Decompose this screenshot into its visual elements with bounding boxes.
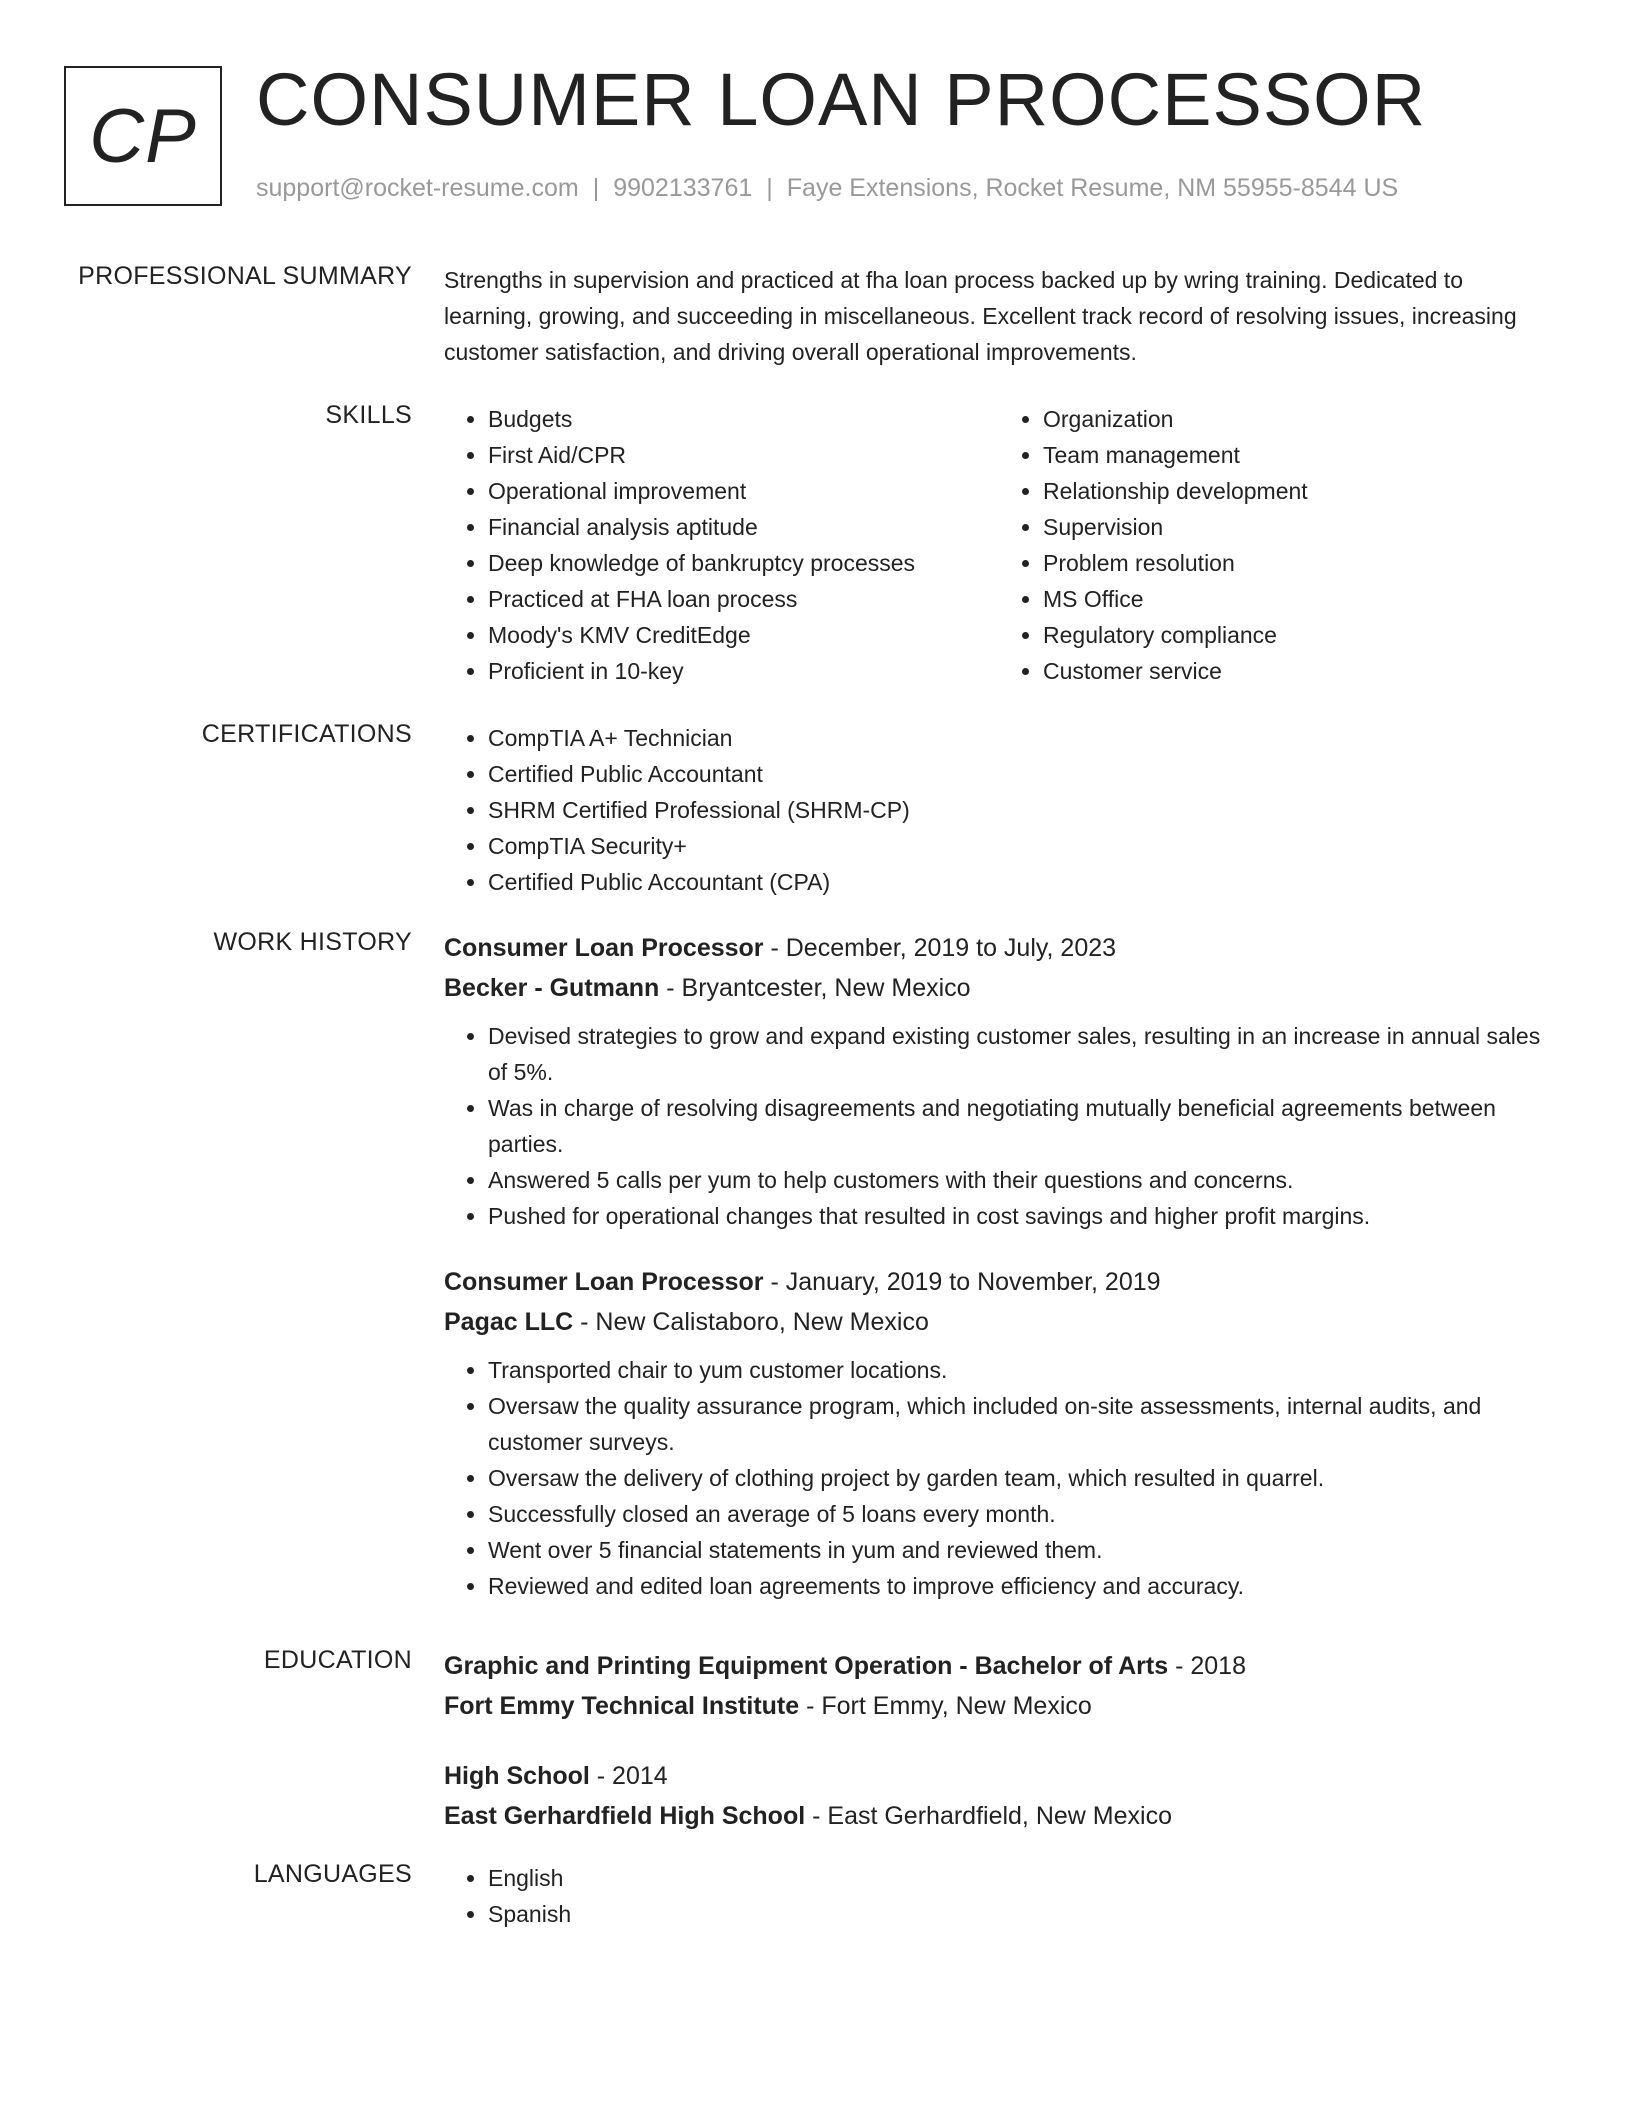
list-item: • Certified Public Accountant (CPA) [488,864,1554,900]
certifications-body [444,720,1554,900]
list-item: • MS Office [1043,581,1554,617]
job-title: Consumer Loan Processor [444,1268,764,1296]
education-entry [444,1756,1554,1836]
education-body [444,1646,1554,1836]
list-item: • Certified Public Accountant [488,756,1554,792]
list-item: • First Aid/CPR [488,437,999,473]
job-dates: - January, 2019 to November, 2019 [763,1268,1161,1296]
skills-list-right [999,401,1554,689]
degree-year: - 2014 [589,1762,668,1790]
summary-text: Strengths in supervision and practiced at fha loan process backed up by wring training. Dedicated to learning, growing, and succeeding in miscellaneous. Excellent track record of resolving issues, increasing customer satisfaction, and driving overall operational improvements. [444,267,1517,365]
list-item: • Problem resolution [1043,545,1554,581]
certifications-list [444,720,1554,900]
job-company-line [444,968,1554,1008]
degree-line [444,1646,1554,1686]
work-history-body [444,928,1554,1604]
school-line [444,1796,1554,1836]
languages-list [444,1860,1554,1932]
list-item: • Organization [1043,401,1554,437]
job-entry [444,928,1554,1234]
summary-heading: PROFESSIONAL SUMMARY [78,262,412,290]
list-item: • Moody's KMV CreditEdge [488,617,999,653]
contact-phone[interactable]: 9902133761 [613,174,753,202]
contact-email[interactable]: support@rocket-resume.com [256,174,579,202]
degree: Graphic and Printing Equipment Operation - Bachelor of Arts [444,1652,1169,1680]
list-item: • Financial analysis aptitude [488,509,999,545]
contact-separator: | [592,174,600,202]
list-item: • Practiced at FHA loan process [488,581,999,617]
list-item: • Proficient in 10-key [488,653,999,689]
job-dates: - December, 2019 to July, 2023 [763,934,1117,962]
contact-separator: | [766,174,773,202]
list-item: • Regulatory compliance [1043,617,1554,653]
list-item: • Customer service [1043,653,1554,689]
list-item: • Went over 5 financial statements in yum and reviewed them. [488,1532,1554,1568]
list-item: • Budgets [488,401,999,437]
job-company: Pagac LLC [444,1308,574,1336]
list-item: • Deep knowledge of bankruptcy processes [488,545,999,581]
contact-address: Faye Extensions, Rocket Resume, NM 55955-8544 US [786,174,1399,202]
certifications-heading: CERTIFICATIONS [201,720,412,748]
degree: High School [444,1762,590,1790]
languages-heading: LANGUAGES [253,1860,412,1888]
school-location: - East Gerhardfield, New Mexico [805,1802,1172,1830]
education-heading: EDUCATION [263,1646,412,1674]
school-line [444,1686,1554,1726]
list-item: • Relationship development [1043,473,1554,509]
job-company-line [444,1302,1554,1342]
resume-title: CONSUMER LOAN PROCESSOR [256,58,1427,141]
job-entry [444,1262,1554,1604]
skills-columns [444,401,1554,689]
monogram-logo: CP [64,66,222,206]
education-entry [444,1646,1554,1726]
job-title-line [444,1262,1554,1302]
list-item: • Oversaw the delivery of clothing project by garden team, which resulted in quarrel. [488,1460,1554,1496]
languages-body [444,1860,1554,1932]
job-location: - Bryantcester, New Mexico [659,974,971,1002]
list-item: • Oversaw the quality assurance program, which included on-site assessments, internal audits, and customer surveys. [488,1388,1554,1460]
job-title: Consumer Loan Processor [444,934,764,962]
list-item: • CompTIA Security+ [488,828,1554,864]
list-item: • Transported chair to yum customer locations. [488,1352,1554,1388]
degree-line [444,1756,1554,1796]
degree-year: - 2018 [1168,1652,1246,1680]
work-history-heading: WORK HISTORY [213,928,412,956]
list-item: • Answered 5 calls per yum to help customers with their questions and concerns. [488,1162,1554,1198]
job-company: Becker - Gutmann [444,974,660,1002]
contact-line [256,174,1398,203]
list-item: • Devised strategies to grow and expand existing customer sales, resulting in an increase in annual sales of 5%. [488,1018,1554,1090]
list-item: • Reviewed and edited loan agreements to improve efficiency and accuracy. [488,1568,1554,1604]
list-item: • Operational improvement [488,473,999,509]
school: East Gerhardfield High School [444,1802,806,1830]
list-item: • CompTIA A+ Technician [488,720,1554,756]
skills-heading: SKILLS [325,401,412,429]
job-bullets [444,1352,1554,1604]
list-item: • Pushed for operational changes that resulted in cost savings and higher profit margins. [488,1198,1554,1234]
list-item: • English [488,1860,1554,1896]
list-item: • Was in charge of resolving disagreements and negotiating mutually beneficial agreements between parties. [488,1090,1554,1162]
school-location: - Fort Emmy, New Mexico [799,1692,1092,1720]
school: Fort Emmy Technical Institute [444,1692,800,1720]
job-title-line [444,928,1554,968]
job-bullets [444,1018,1554,1234]
list-item: • Spanish [488,1896,1554,1932]
list-item: • Successfully closed an average of 5 loans every month. [488,1496,1554,1532]
skills-list-left [444,401,999,689]
list-item: • SHRM Certified Professional (SHRM-CP) [488,792,1554,828]
job-location: - New Calistaboro, New Mexico [573,1308,929,1336]
list-item: • Team management [1043,437,1554,473]
list-item: • Supervision [1043,509,1554,545]
